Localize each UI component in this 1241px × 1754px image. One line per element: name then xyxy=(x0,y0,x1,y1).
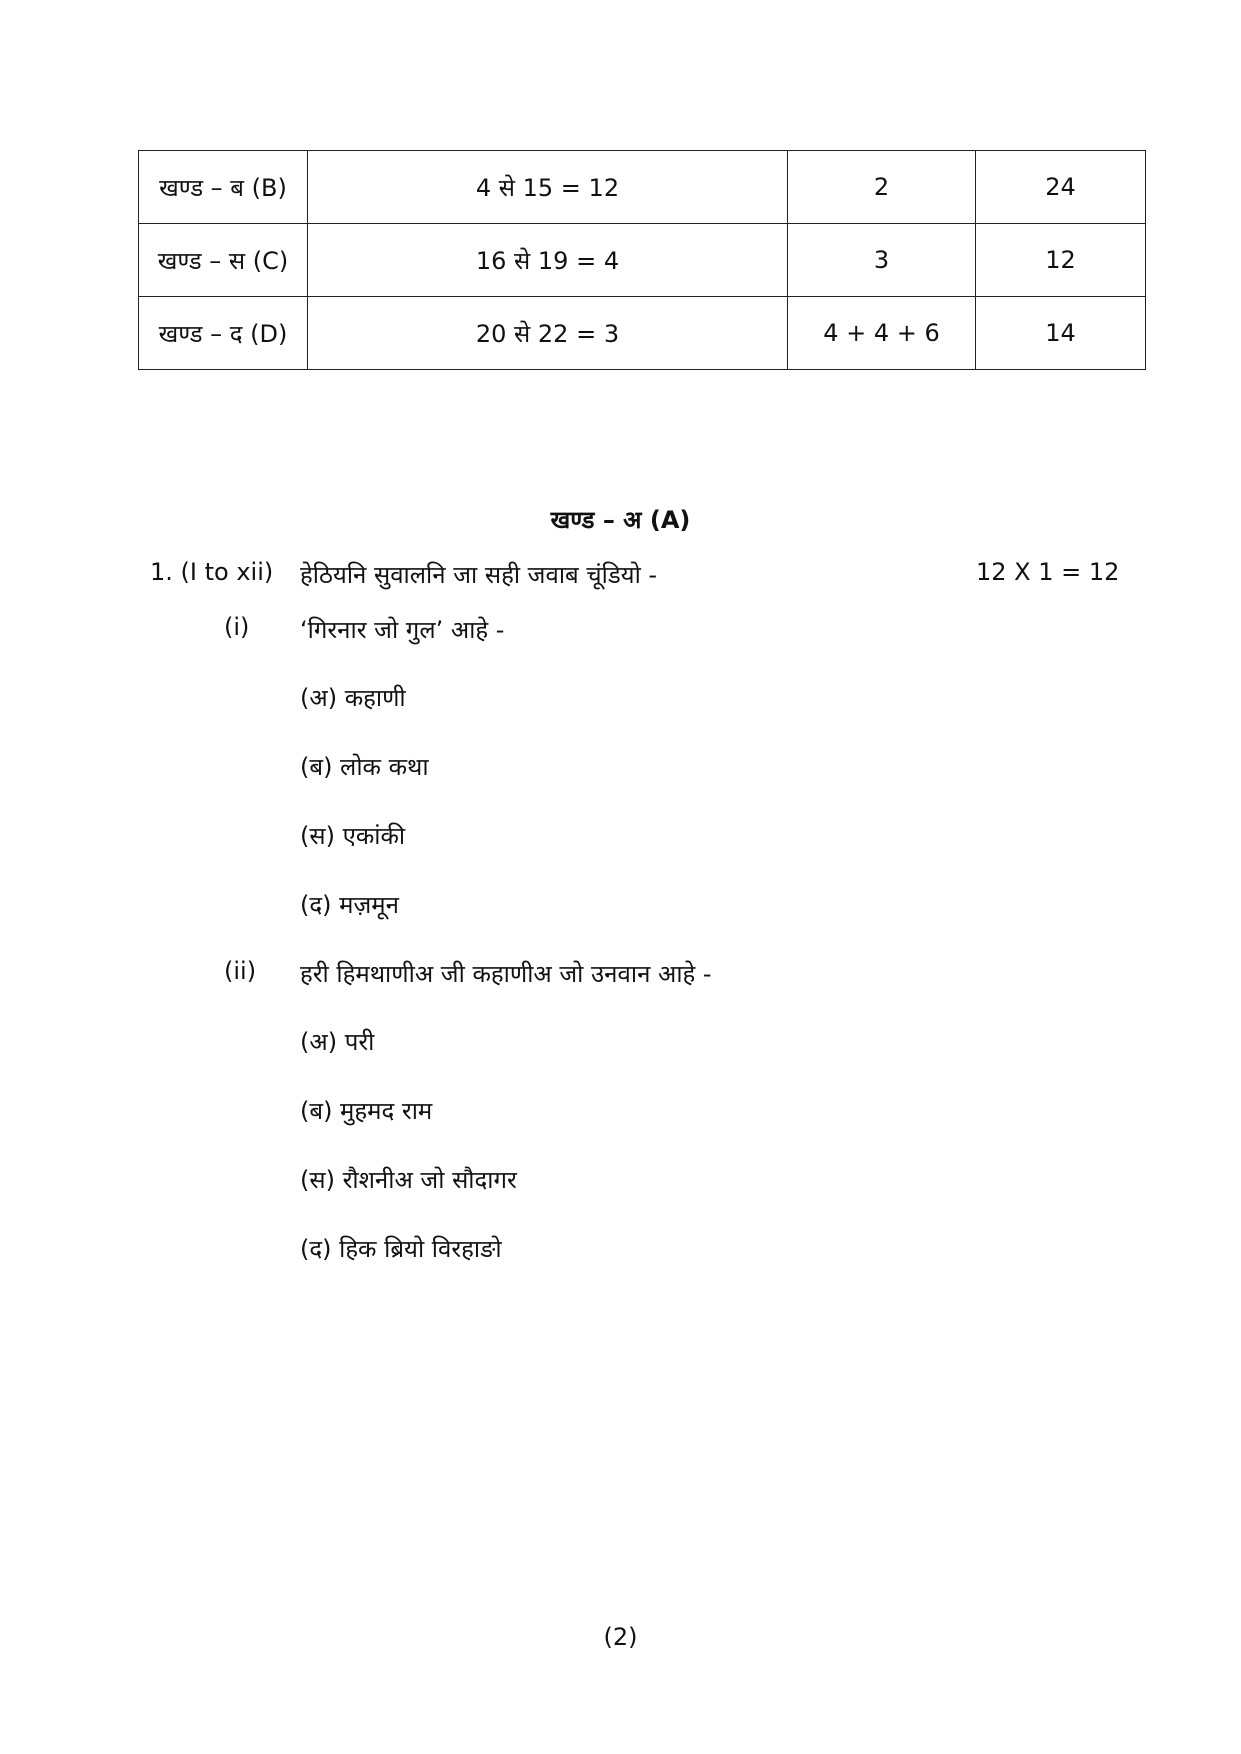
table-cell: 20 से 22 = 3 xyxy=(308,297,788,370)
answer-option: (ब) लोक कथा xyxy=(300,753,429,781)
table-cell: 16 से 19 = 4 xyxy=(308,224,788,297)
table-cell: 14 xyxy=(976,297,1146,370)
answer-option: (द) मज़मून xyxy=(300,891,399,919)
answer-option: (स) रौशनीअ जो सौदागर xyxy=(300,1166,517,1194)
question-text: हेठियनि सुवालनि जा सही जवाब चूंडियो - xyxy=(300,561,658,589)
table-row xyxy=(139,151,1146,224)
answer-option: (द) हिक ब्रियो विरहाङो xyxy=(300,1235,502,1263)
subquestion-text: हरी हिमथाणीअ जी कहाणीअ जो उनवान आहे - xyxy=(300,960,712,988)
marks-distribution-table xyxy=(138,150,1146,370)
answer-option: (अ) परी xyxy=(300,1028,375,1056)
section-heading: खण्ड – अ (A) xyxy=(550,506,691,534)
table-cell: 2 xyxy=(788,151,976,224)
answer-option: (स) एकांकी xyxy=(300,822,406,850)
subquestion-number: (i) xyxy=(224,613,250,641)
table-cell: खण्ड – ब (B) xyxy=(139,151,308,224)
page-number: (2) xyxy=(603,1623,638,1651)
table-cell: खण्ड – द (D) xyxy=(139,297,308,370)
table-row xyxy=(139,224,1146,297)
subquestion-text: ‘गिरनार जो गुल’ आहे - xyxy=(300,616,505,644)
table-cell: 4 से 15 = 12 xyxy=(308,151,788,224)
answer-option: (ब) मुहमद राम xyxy=(300,1097,433,1125)
question-marks: 12 X 1 = 12 xyxy=(976,558,1120,586)
subquestion-number: (ii) xyxy=(224,957,257,985)
table-cell: खण्ड – स (C) xyxy=(139,224,308,297)
table-cell: 4 + 4 + 6 xyxy=(788,297,976,370)
question-number: 1. (I to xii) xyxy=(150,558,274,586)
table-cell: 24 xyxy=(976,151,1146,224)
table-cell: 12 xyxy=(976,224,1146,297)
table-row xyxy=(139,297,1146,370)
answer-option: (अ) कहाणी xyxy=(300,684,406,712)
table-cell: 3 xyxy=(788,224,976,297)
